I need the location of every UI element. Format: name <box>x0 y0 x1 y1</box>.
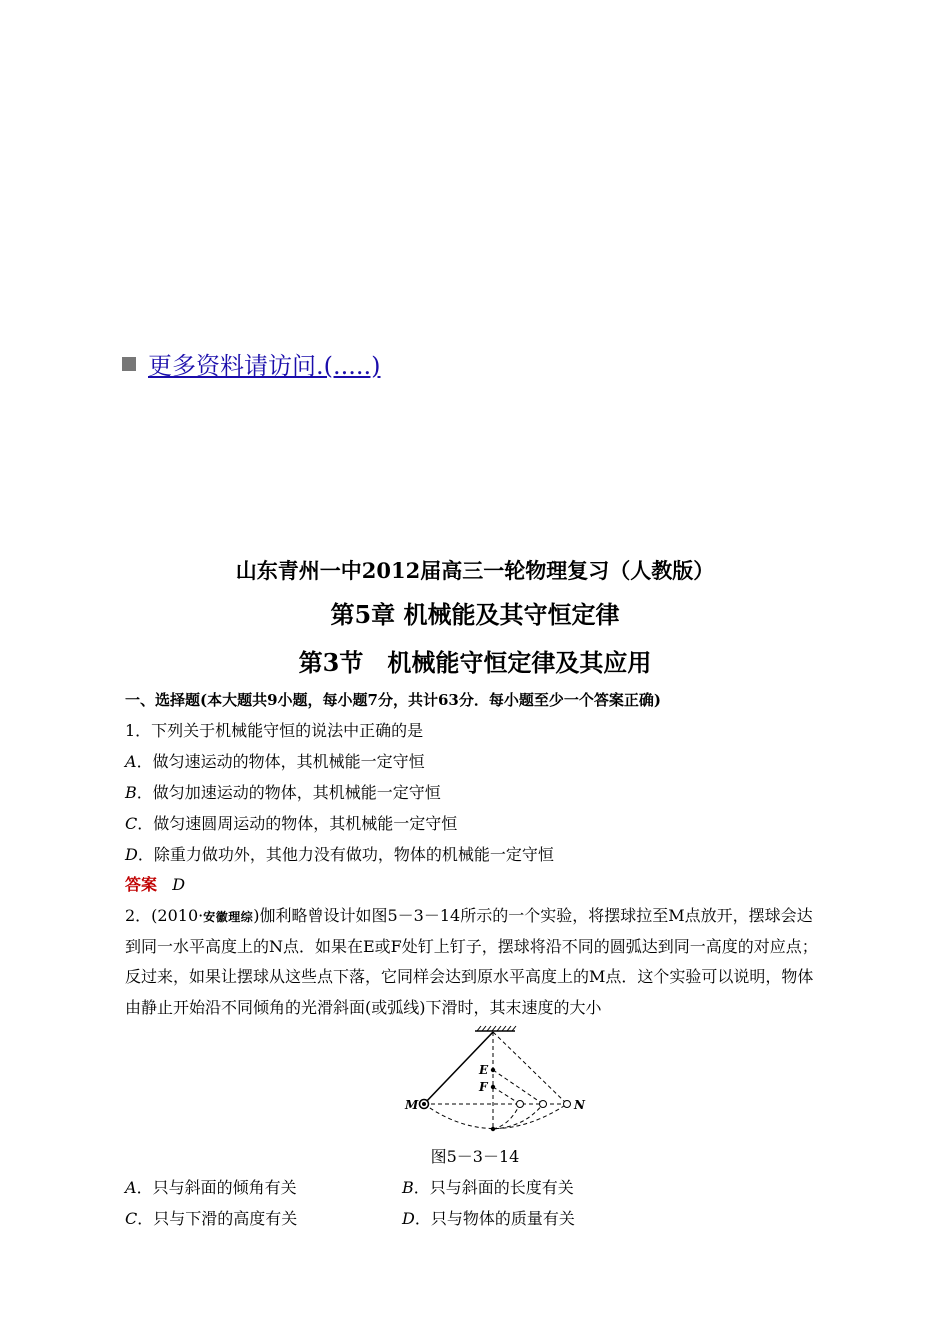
question-2-line-3: 反过来，如果让摆球从这些点下落，它同样会达到原水平高度上的M点．这个实验可以说明，物体 <box>125 967 814 986</box>
more-resources-link[interactable]: 更多资料请访问.(.....) <box>148 352 381 380</box>
question-1-option-d: D．除重力做功外，其他力没有做功，物体的机械能一定守恒 <box>125 845 554 864</box>
document-title: 山东青州一中2012届高三一轮物理复习（人教版） <box>235 558 715 583</box>
nail-f <box>491 1085 495 1089</box>
figure-caption: 图5－3－14 <box>430 1147 520 1166</box>
question-1-option-b: B．做匀加速运动的物体，其机械能一定守恒 <box>125 783 441 802</box>
chapter-title: 第5章 机械能及其守恒定律 <box>330 600 620 629</box>
lowest-point <box>491 1127 495 1131</box>
question-1-option-a: A．做匀速运动的物体，其机械能一定守恒 <box>125 752 425 771</box>
pendulum-figure <box>395 1025 595 1137</box>
question-2-source: 安徽理综 <box>203 910 254 924</box>
question-2-option-c: C．只与下滑的高度有关 <box>125 1209 298 1228</box>
section-heading: 一、选择题(本大题共9小题，每小题7分，共计63分．每小题至少一个答案正确) <box>125 691 661 709</box>
question-2-option-b: B．只与斜面的长度有关 <box>402 1178 574 1197</box>
nail-e <box>491 1068 495 1072</box>
more-resources-row <box>122 346 381 381</box>
label-e: E <box>479 1063 489 1077</box>
question-2-option-d: D．只与物体的质量有关 <box>402 1209 575 1228</box>
label-m: M <box>405 1098 419 1112</box>
question-2-line-4: 由静止开始沿不同倾角的光滑斜面(或弧线)下滑时，其末速度的大小 <box>125 998 602 1017</box>
section-title: 第3节 机械能守恒定律及其应用 <box>298 648 652 677</box>
question-1-answer: 答案 D <box>125 875 186 894</box>
square-bullet-icon <box>122 357 136 371</box>
question-2-line-2: 到同一水平高度上的N点．如果在E或F处钉上钉子，摆球将沿不同的圆弧达到同一高度的对应点； <box>125 937 818 956</box>
label-n: N <box>574 1098 585 1112</box>
question-1-stem: 1．下列关于机械能守恒的说法中正确的是 <box>125 721 424 740</box>
question-1-option-c: C．做匀速圆周运动的物体，其机械能一定守恒 <box>125 814 458 833</box>
question-2-line-1: 2．(2010·安徽理综)伽利略曾设计如图5－3－14所示的一个实验，将摆球拉至M点放开，摆球会达 <box>125 906 813 925</box>
label-f: F <box>479 1080 488 1094</box>
question-2-option-a: A．只与斜面的倾角有关 <box>125 1178 297 1197</box>
